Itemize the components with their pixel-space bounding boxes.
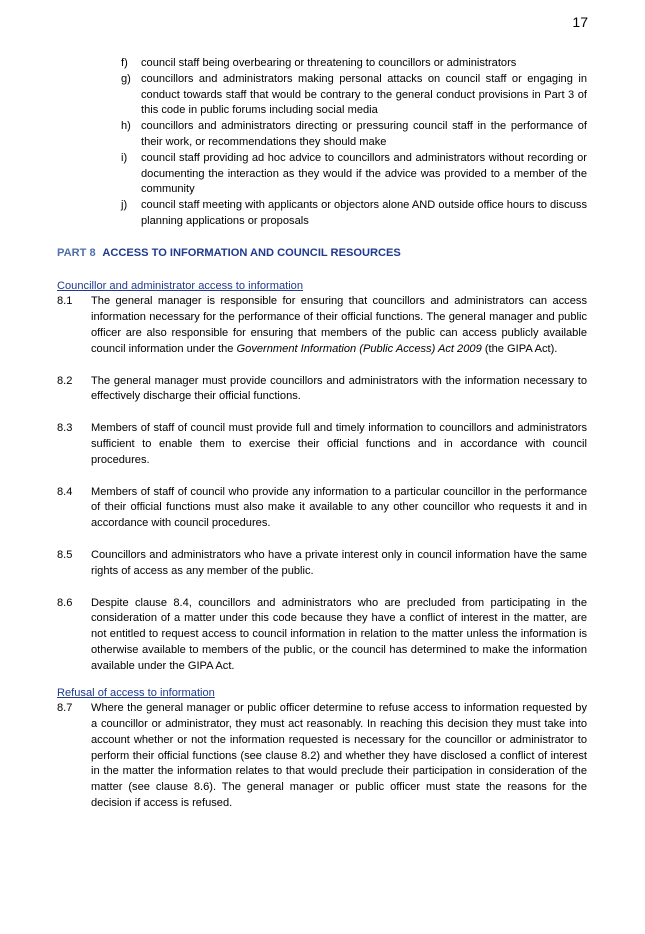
clause-text: Where the general manager or public officer determine to refuse access to information requested by a councillor or administrator, they must act reasonably. In reaching this decision they must take into account whether or not the information requested is necessary for the councillor or administrator to perform their official functions (see clause 8.2) and whether they have disclosed a conflict of interest in the matter the information relates to that would preclude their participation in consideration of the matter (see clause 8.6). The general manager or public officer must state the reasons for the decision if access is refused. (91, 702, 587, 810)
clause-8-7 (57, 701, 587, 812)
clause-text: Members of staff of council must provide full and timely information to councillors and administrators sufficient to enable them to exercise their official functions and in accordance with council procedures. (91, 422, 587, 466)
clause-text: Despite clause 8.4, councillors and administrators who are precluded from participating in the consideration of a matter under this code because they have a conflict of interest in the matter, are not entitled to request access to council information in relation to the matter unless the information is otherwise available to members of the public, or the council has determined to make the information available under the GIPA Act. (91, 596, 587, 672)
clause-8-4 (57, 485, 587, 532)
list-item-text: councillors and administrators making personal attacks on council staff or engaging in conduct towards staff that would be contrary to the general conduct provisions in Part 3 of this code in public forums including social media (141, 72, 587, 117)
list-item-label: i) (121, 151, 128, 164)
clause-text: The general manager is responsible for ensuring that councillors and administrators can access information necessary for the performance of their official functions. The general manager and public officer are also responsible for ensuring that members of the public can access publicly available council information under the Government Information (Public Access) Act 2009 (the GIPA Act). (91, 295, 587, 355)
clause-number: 8.1 (57, 295, 73, 308)
section-heading-refusal: Refusal of access to information (57, 686, 215, 699)
clause-text: The general manager must provide councillors and administrators with the information necessary to effectively discharge their official functions. (91, 374, 587, 403)
list-item (57, 72, 587, 119)
list-item-label: h) (121, 120, 131, 133)
list-item-text: councillors and administrators directing or pressuring council staff in the performance of their work, or recommendations they should make (141, 120, 587, 148)
clause-number: 8.4 (57, 485, 73, 498)
list-item-text: council staff meeting with applicants or objectors alone AND outside office hours to discuss planning applications or proposals (141, 199, 587, 227)
act-title: Government Information (Public Access) Act 2009 (236, 342, 482, 355)
clause-number: 8.7 (57, 702, 73, 715)
list-item-label: g) (121, 72, 131, 85)
clause-number: 8.6 (57, 596, 73, 609)
list-item (57, 198, 587, 230)
section-heading-access: Councillor and administrator access to information (57, 279, 304, 292)
clause-8-1 (57, 294, 587, 357)
clause-8-6 (57, 596, 587, 675)
list-item-label: j) (121, 199, 128, 212)
list-item (57, 119, 587, 151)
document-body (57, 56, 587, 812)
part-title: ACCESS TO INFORMATION AND COUNCIL RESOURCES (102, 246, 401, 259)
list-item (57, 56, 587, 72)
part-heading (57, 246, 587, 262)
clause-text: Councillors and administrators who have a private interest only in council information have the same rights of access as any member of the public. (91, 548, 587, 577)
clause-8-2 (57, 374, 587, 406)
clause-number: 8.5 (57, 548, 73, 561)
page-number: 17 (572, 14, 588, 30)
clause-8-3 (57, 421, 587, 468)
list-item-label: f) (121, 57, 128, 69)
clause-number: 8.2 (57, 374, 73, 387)
list-item (57, 151, 587, 198)
list-item-text: council staff providing ad hoc advice to councillors and administrators without recording or documenting the interaction as they would if the advice was provided to a member of the community (141, 151, 587, 196)
clause-number: 8.3 (57, 422, 73, 435)
clause-8-5 (57, 548, 587, 580)
list-item-text: council staff being overbearing or threatening to councillors or administrators (141, 57, 517, 69)
clause-text: Members of staff of council who provide any information to a particular councillor in the performance of their official functions must also make it available to any other councillor who requests it and in accordance with council procedures. (91, 485, 587, 530)
part-number: PART 8 (57, 246, 96, 259)
